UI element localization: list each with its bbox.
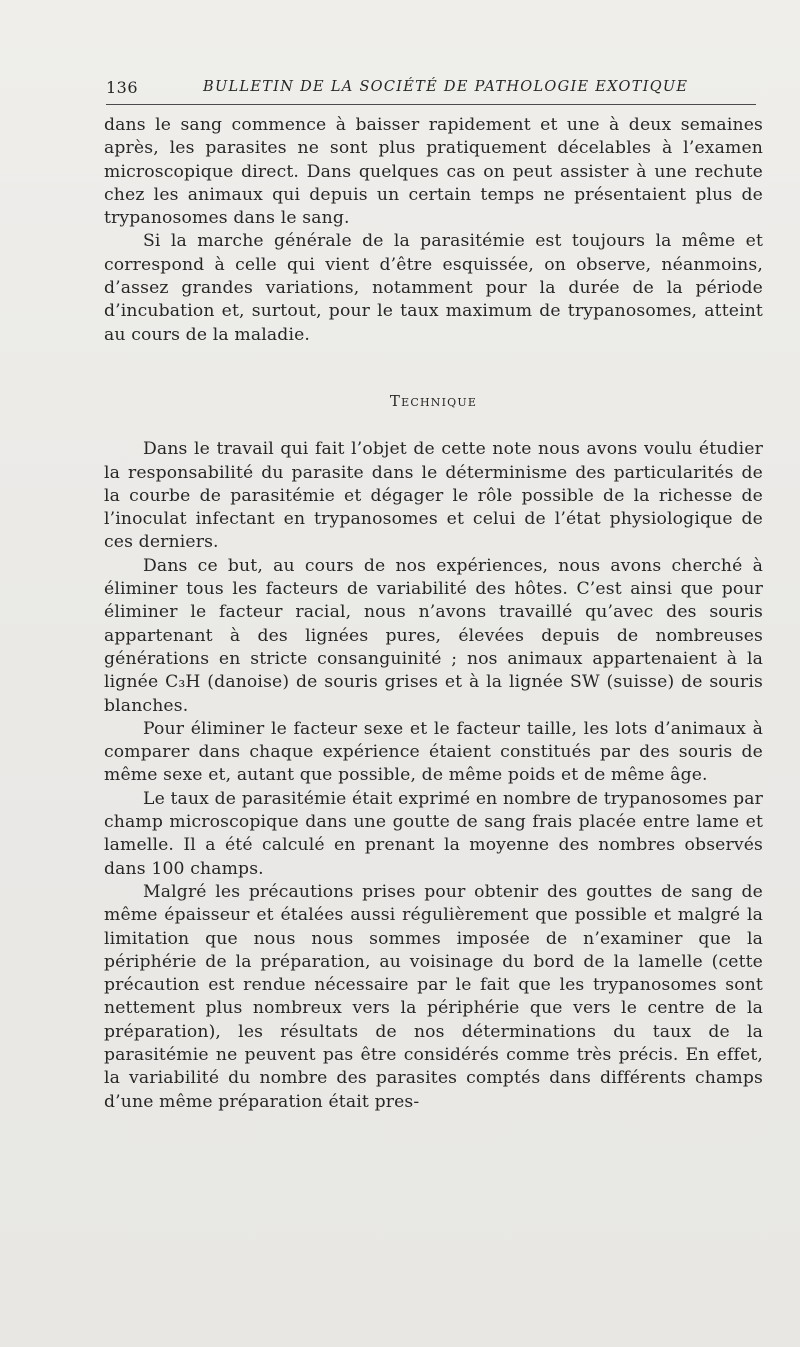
section-heading-text: Technique (389, 391, 478, 410)
running-title: BULLETIN DE LA SOCIÉTÉ DE PATHOLOGIE EXOTIQUE (203, 79, 689, 95)
section-heading (104, 390, 763, 413)
paragraph: Malgré les précautions prises pour obtenir des gouttes de sang de même épaisseur et étalées aussi régulièrement que possible et malgré la limitation que nous nous sommes imposée de n’examiner que la périphérie de la préparation, au voisinage du bord de la lamelle (cette précaution est rendue nécessaire par le fait que les trypanosomes sont nettement plus nombreux vers la périphérie que vers le centre de la préparation), les résultats de nos déterminations du taux de la parasitémie ne peuvent pas être considérés comme très précis. En effet, la variabilité du nombre des parasites comptés dans différents champs d’une même préparation était pres- (104, 881, 763, 1112)
page-number: 136 (106, 78, 139, 97)
body-text (104, 114, 763, 1114)
paragraph: Pour éliminer le facteur sexe et le facteur taille, les lots d’animaux à comparer dans chaque expérience étaient constitués par des souris de même sexe et, autant que possible, de même poids et de même âge. (104, 718, 763, 786)
header-rule (106, 104, 756, 105)
paragraph: Dans ce but, au cours de nos expériences, nous avons cherché à éliminer tous les facteurs de variabilité des hôtes. C’est ainsi que pour éliminer le facteur racial, nous n’avons travaillé qu’avec des souris appartenant à des lignées pures, élevées depuis de nombreuses générations en stricte consanguinité ; nos animaux appartenaient à la lignée C₃H (danoise) de souris grises et à la lignée SW (suisse) de souris blanches. (104, 555, 763, 716)
paragraph: Si la marche générale de la parasitémie est toujours la même et correspond à celle qui vient d’être esquissée, on observe, néanmoins, d’assez grandes variations, notamment pour la durée de la période d’incubation et, surtout, pour le taux maximum de trypanosomes, atteint au cours de la maladie. (104, 231, 763, 345)
paragraph-continued: dans le sang commence à baisser rapidement et une à deux semaines après, les parasites ne sont plus pratiquement décelables à l’examen microscopique direct. Dans quelques cas on peut assister à une rechute chez les animaux qui depuis un certain temps ne présentaient plus de trypanosomes dans le sang. (104, 115, 763, 229)
paragraph: Le taux de parasitémie était exprimé en nombre de trypanosomes par champ microscopique dans une goutte de sang frais placée entre lame et lamelle. Il a été calculé en prenant la moyenne des nombres observés dans 100 champs. (104, 788, 764, 879)
page-header (106, 78, 756, 102)
paragraph: Dans le travail qui fait l’objet de cette note nous avons voulu étudier la responsabilité du parasite dans le déterminisme des particularités de la courbe de parasitémie et dégager le rôle possible de la richesse de l’inoculat infectant en trypanosomes et celui de l’état physiologique de ces derniers. (104, 439, 763, 553)
